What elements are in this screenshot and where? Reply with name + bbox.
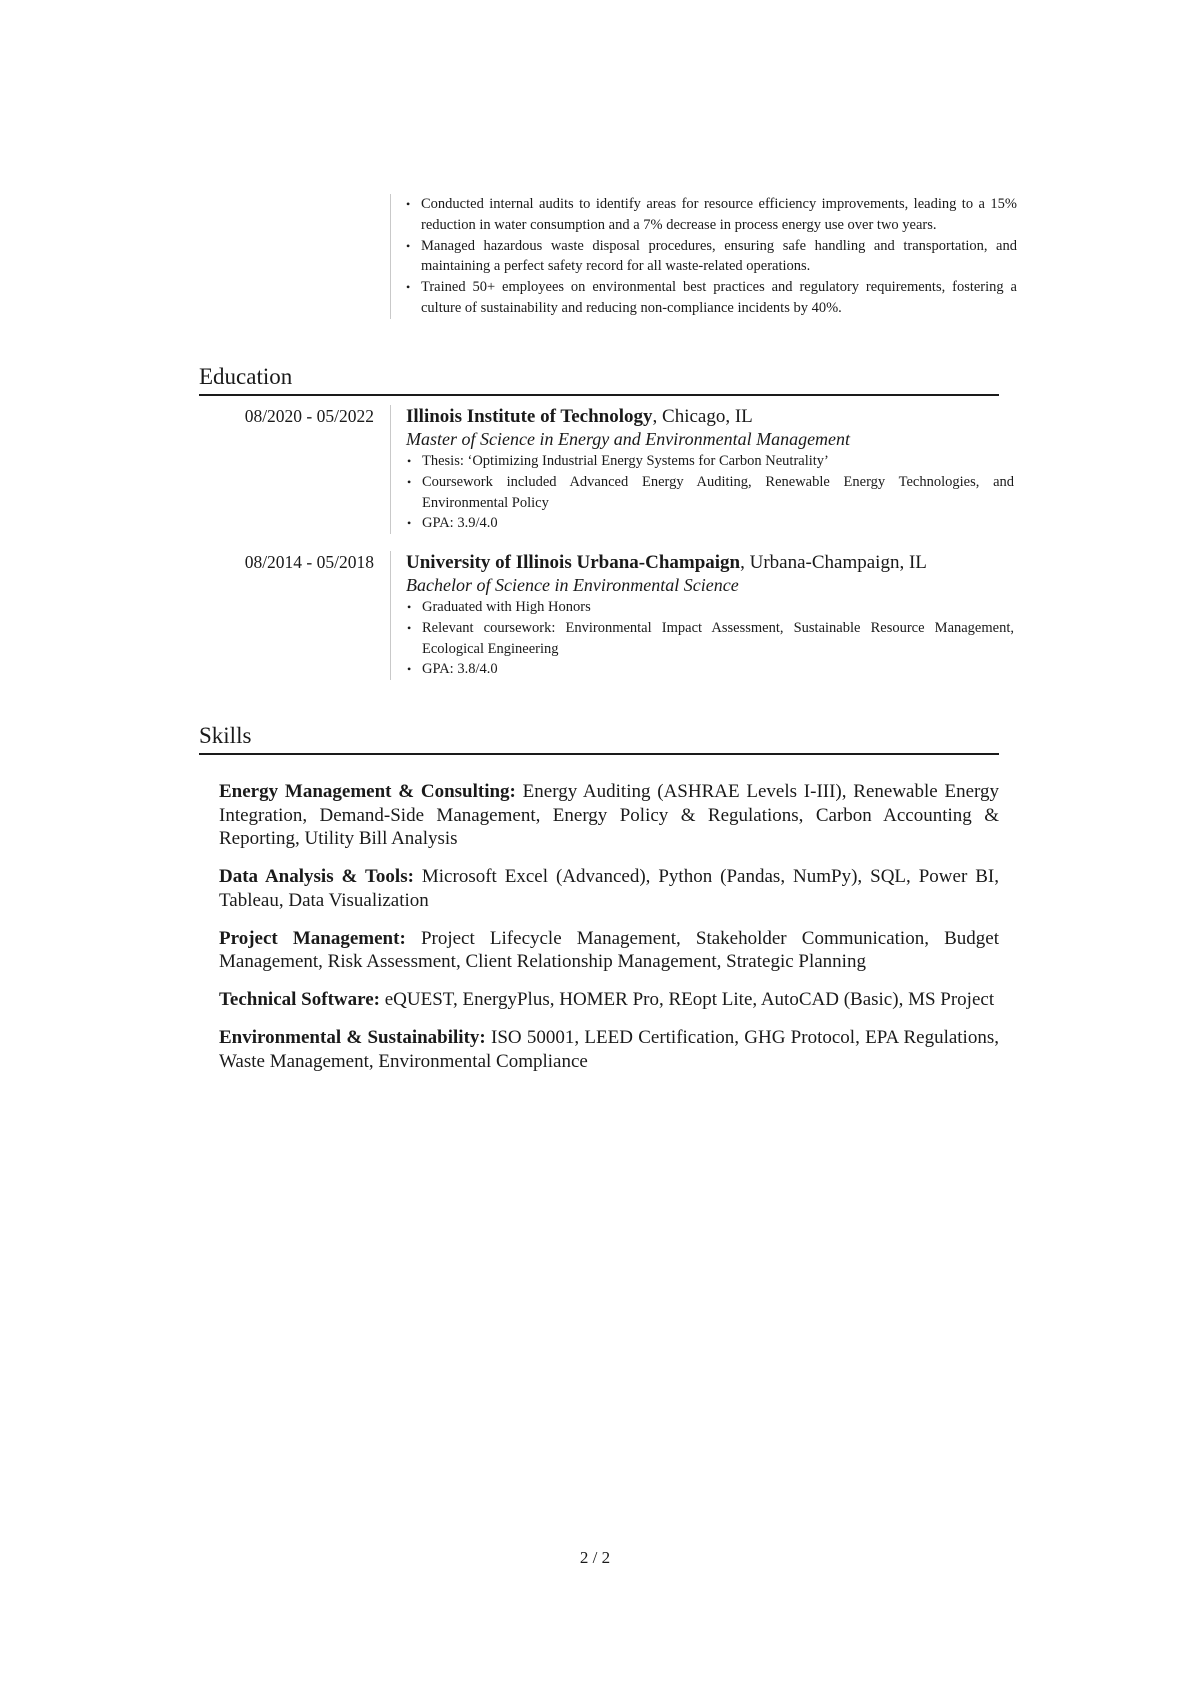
education-bullet: • Relevant coursework: Environmental Impact Assessment, Sustainable Resource Management, Ecological Engineering	[406, 618, 1014, 660]
experience-bullet: • Conducted internal audits to identify areas for resource efficiency improvements, leading to a 15% reduction in water consumption and a 7% decrease in process energy use over two years.	[405, 194, 1017, 236]
education-bullet: • GPA: 3.8/4.0	[406, 659, 1014, 680]
skill-item	[219, 988, 999, 1012]
education-bullet-list	[406, 597, 1014, 680]
education-bullet: • Thesis: ‘Optimizing Industrial Energy Systems for Carbon Neutrality’	[406, 451, 1014, 472]
education-bullet: • Graduated with High Honors	[406, 597, 1014, 618]
education-location: , Chicago, IL	[652, 406, 753, 427]
skill-category: Project Management:	[219, 927, 406, 949]
skill-item	[219, 865, 999, 912]
experience-bullet-list	[405, 194, 1017, 319]
education-bullet: • GPA: 3.9/4.0	[406, 513, 1014, 534]
education-institution: University of Illinois Urbana-Champaign	[406, 552, 741, 573]
skill-values: Microsoft Excel (Advanced), Python (Pandas, NumPy), SQL, Power BI, Tableau, Data Visualization	[219, 866, 999, 911]
skill-category: Energy Management & Consulting:	[219, 781, 516, 802]
skill-category: Environmental & Sustainability:	[219, 1027, 486, 1048]
education-heading: Education	[199, 363, 999, 396]
skill-item	[219, 927, 999, 974]
skill-item	[219, 1026, 999, 1073]
page-number: 2 / 2	[579, 1548, 611, 1567]
experience-continuation	[390, 194, 1017, 319]
education-details	[390, 405, 1014, 534]
education-institution: Illinois Institute of Technology	[406, 406, 653, 427]
experience-bullet: • Managed hazardous waste disposal procedures, ensuring safe handling and transportation, and maintaining a perfect safety record for all waste-related operations.	[405, 236, 1017, 278]
skill-item	[219, 780, 999, 851]
education-details	[390, 551, 1014, 680]
skills-heading: Skills	[199, 722, 999, 755]
education-bullet-list	[406, 451, 1014, 534]
education-institution-line	[406, 551, 1014, 574]
skills-list	[219, 780, 999, 1088]
education-location: , Urbana-Champaign, IL	[740, 552, 927, 573]
skill-category: Data Analysis & Tools:	[219, 866, 414, 887]
education-degree: Master of Science in Energy and Environmental Management	[406, 429, 851, 449]
education-degree: Bachelor of Science in Environmental Science	[406, 575, 739, 595]
education-dates: 08/2014 - 05/2018	[244, 552, 374, 572]
skill-values: eQUEST, EnergyPlus, HOMER Pro, REopt Lite, AutoCAD (Basic), MS Project	[379, 989, 995, 1010]
education-institution-line	[406, 405, 1014, 428]
education-bullet: • Coursework included Advanced Energy Auditing, Renewable Energy Technologies, and Environmental Policy	[406, 472, 1014, 514]
skill-category: Technical Software:	[219, 989, 380, 1010]
experience-bullet: • Trained 50+ employees on environmental best practices and regulatory requirements, fostering a culture of sustainability and reducing non-compliance incidents by 40%.	[405, 277, 1017, 319]
skill-values: ISO 50001, LEED Certification, GHG Protocol, EPA Regulations, Waste Management, Environmental Compliance	[219, 1027, 999, 1072]
education-dates: 08/2020 - 05/2022	[244, 406, 374, 426]
skill-values: Project Lifecycle Management, Stakeholder Communication, Budget Management, Risk Assessment, Client Relationship Management, Strategic Planning	[219, 927, 1000, 972]
skill-values: Energy Auditing (ASHRAE Levels I-III), Renewable Energy Integration, Demand-Side Management, Energy Policy & Regulations, Carbon Accounting & Reporting, Utility Bill Analysis	[219, 781, 999, 849]
